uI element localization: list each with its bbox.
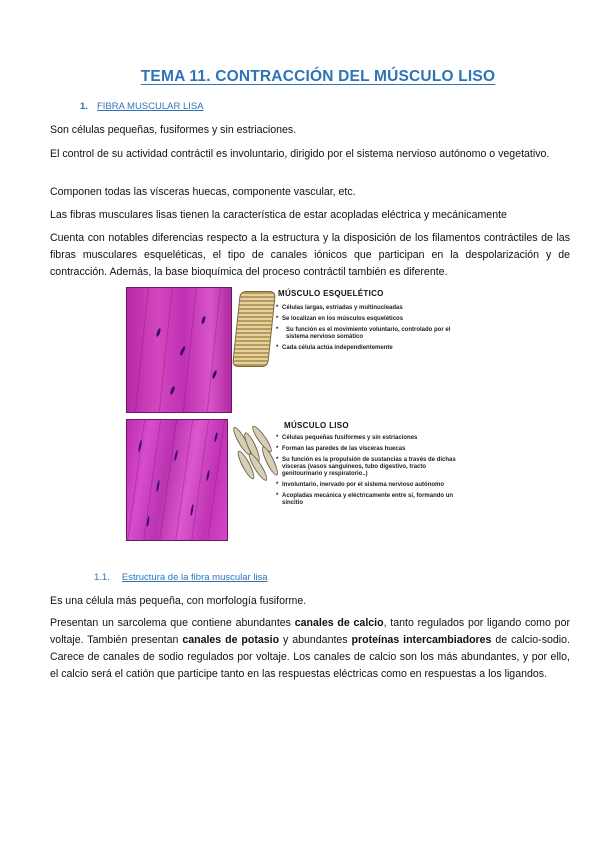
paragraph-channels (50, 615, 570, 683)
skeletal-fiber-illustration (232, 291, 276, 367)
section-heading-1-1 (94, 572, 268, 583)
list-item: * Involuntario, inervado por el sistema nervioso autónomo (276, 482, 468, 489)
bold-term: canales de potasio (182, 634, 280, 646)
paragraph: Es una célula más pequeña, con morfología fusiforme. (50, 595, 307, 607)
text-run: de calcio-sodio. Carece de canales de sodio regulados por voltaje. Los canales de calcio son los más abundantes, y por ello, el calcio será el catión que participe tanto en las respuestas eléctricas como en respuestas a los ligandos. (50, 634, 570, 680)
paragraph: Componen todas las vísceras huecas, componente vascular, etc. (50, 186, 356, 198)
smooth-fiber-illustration (234, 423, 278, 483)
list-item: * Cada célula actúa independientemente (276, 345, 464, 352)
section-title: Estructura de la fibra muscular lisa (121, 572, 268, 583)
paragraph: Cuenta con notables diferencias respecto a la estructura y la disposición de los filamentos contráctiles de las fibras musculares esqueléticas, el tipo de canales iónicos que participan en la despolarización y de contracción. Además, la base bioquímica del proceso contráctil también es diferente. (50, 232, 570, 278)
smooth-bullet-list (276, 435, 468, 511)
section-heading-1 (80, 101, 204, 112)
paragraph: Son células pequeñas, fusiformes y sin estriaciones. (50, 124, 297, 136)
list-item: * Forman las paredes de las vísceras huecas (276, 446, 468, 453)
smooth-muscle-micrograph (126, 419, 228, 541)
list-item: * Su función es el movimiento voluntario, controlado por el sistema nervioso somático (276, 327, 464, 341)
section-title: FIBRA MUSCULAR LISA (96, 101, 204, 112)
text-run: y abundantes (279, 634, 352, 646)
text-run: Presentan un sarcolema que contiene abundantes (50, 617, 295, 629)
bold-term: canales de calcio (294, 617, 384, 629)
paragraph: Las fibras musculares lisas tienen la característica de estar acopladas eléctrica y mecánicamente (50, 209, 507, 221)
list-item: * Acopladas mecánica y eléctricamente entre sí, formando un sincitio (276, 493, 468, 507)
section-number: 1.1. (94, 572, 110, 583)
list-item: * Su función es la propulsión de sustancias a través de dichas vísceras (vasos sanguíneos, tubo digestivo, tracto genitourinario y respiratorio..) (276, 457, 468, 478)
skeletal-muscle-micrograph (126, 287, 232, 413)
bold-term: proteínas intercambiadores (351, 634, 492, 646)
skeletal-bullet-list (276, 305, 464, 356)
list-item: * Se localizan en los músculos esqueléticos (276, 316, 464, 323)
smooth-heading: MÚSCULO LISO (284, 421, 349, 430)
paragraph: El control de su actividad contráctil es involuntario, dirigido por el sistema nervioso autónomo o vegetativo. (50, 148, 550, 160)
list-item: * Células largas, estriadas y multinucleadas (276, 305, 464, 312)
skeletal-heading: MÚSCULO ESQUELÉTICO (278, 289, 384, 298)
document-title: TEMA 11. CONTRACCIÓN DEL MÚSCULO LISO (140, 68, 496, 85)
list-item: * Células pequeñas fusiformes y sin estriaciones (276, 435, 468, 442)
text-run: , tanto regulados por ligando como por voltaje. También presentan (50, 617, 570, 646)
muscle-comparison-figure (126, 287, 470, 539)
section-number: 1. (80, 101, 88, 112)
